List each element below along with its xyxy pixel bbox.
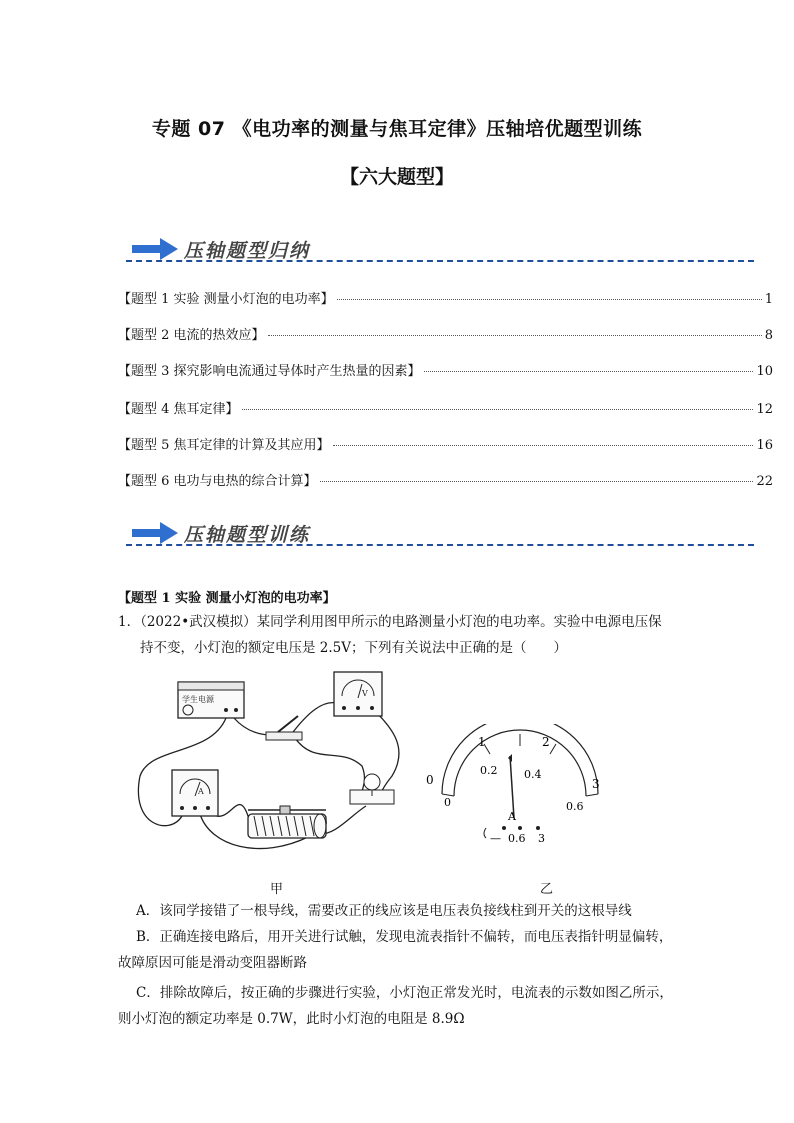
meter-tick-label: 0.4 xyxy=(524,768,542,781)
meter-terminal-label: 0.6 xyxy=(508,832,526,845)
section-heading: 【题型 1 实验 测量小灯泡的电功率】 xyxy=(118,591,336,606)
option-c-line1: C．排除故障后，按正确的步骤进行实验，小灯泡正常发光时，电流表的示数如图乙所示， xyxy=(136,985,673,1001)
toc-leader xyxy=(320,481,754,482)
toc-item-title: 【题型 3 探究影响电流通过导体时产生热量的因素】 xyxy=(118,364,421,379)
arrow-right-icon xyxy=(132,522,178,544)
figure-caption-left: 甲 xyxy=(270,882,284,897)
toc-item-page: 12 xyxy=(756,402,773,417)
voltmeter xyxy=(334,672,382,716)
meter-tick-label: 2 xyxy=(542,735,550,749)
toc-leader xyxy=(333,445,754,446)
circuit-figure xyxy=(130,666,430,874)
ammeter-label: A xyxy=(198,787,204,796)
toc-item-title: 【题型 2 电流的热效应】 xyxy=(118,328,265,343)
voltmeter-label: V xyxy=(362,689,368,698)
question-text-line: 1．（2022•武汉模拟）某同学利用图甲所示的电路测量小灯泡的电功率。实验中电源电压保 xyxy=(118,614,662,630)
toc-item-title: 【题型 4 焦耳定律】 xyxy=(118,402,239,417)
power-supply xyxy=(178,682,244,718)
arrow-right-icon xyxy=(132,238,178,260)
toc-item-page: 10 xyxy=(756,364,773,379)
toc-leader xyxy=(424,371,754,372)
meter-terminal-label: 3 xyxy=(538,832,545,845)
meter-tick-label: 3 xyxy=(592,777,600,791)
rheostat xyxy=(248,806,326,838)
banner-rule xyxy=(126,544,754,546)
banner-summary xyxy=(126,232,754,266)
figure-caption-right: 乙 xyxy=(540,882,554,897)
toc-item-page: 1 xyxy=(764,292,773,307)
toc-leader xyxy=(242,409,754,410)
meter-tick-label: 0.2 xyxy=(480,764,498,777)
toc-item-title: 【题型 6 电功与电热的综合计算】 xyxy=(118,474,317,489)
banner-summary-label: 压轴题型归纳 xyxy=(184,240,311,262)
toc-item[interactable] xyxy=(118,360,773,378)
banner-rule xyxy=(126,260,754,262)
option-a: A．该同学接错了一根导线，需要改正的线应该是电压表负接线柱到开关的这根导线 xyxy=(136,903,632,919)
meter-unit: A xyxy=(508,810,516,823)
toc-item[interactable] xyxy=(118,324,773,342)
option-b-line2: 故障原因可能是滑动变阻器断路 xyxy=(118,955,307,971)
toc-leader xyxy=(268,335,762,336)
meter-terminal-label: — xyxy=(490,832,501,845)
meter-tick-label: 0 xyxy=(426,773,434,787)
question-text-line: 持不变，小灯泡的额定电压是 2.5V；下列有关说法中正确的是（ ） xyxy=(140,640,568,656)
page-subtitle: 【六大题型】 xyxy=(339,166,454,188)
toc-leader xyxy=(337,299,762,300)
option-c-line2: 则小灯泡的额定功率是 0.7W，此时小灯泡的电阻是 8.9Ω xyxy=(118,1011,465,1027)
toc-item[interactable] xyxy=(118,288,773,306)
toc-item-title: 【题型 5 焦耳定律的计算及其应用】 xyxy=(118,438,330,453)
toc-item[interactable] xyxy=(118,398,773,416)
page-title: 专题 07 《电功率的测量与焦耳定律》压轴培优题型训练 xyxy=(151,118,643,140)
toc-item[interactable] xyxy=(118,434,773,452)
toc-item-page: 16 xyxy=(756,438,773,453)
meter-tick-label: 0.6 xyxy=(566,800,584,813)
toc-item-page: 8 xyxy=(764,328,773,343)
toc-item[interactable] xyxy=(118,470,773,488)
meter-needle xyxy=(510,756,514,818)
ammeter xyxy=(172,770,218,816)
toc-item-page: 22 xyxy=(756,474,773,489)
power-supply-label: 学生电源 xyxy=(182,695,214,704)
banner-training xyxy=(126,516,754,550)
meter-tick-label: 1 xyxy=(478,735,486,749)
meter-tick-label: 0 xyxy=(444,796,451,809)
light-bulb xyxy=(350,774,394,804)
toc-item-title: 【题型 1 实验 测量小灯泡的电功率】 xyxy=(118,292,334,307)
banner-training-label: 压轴题型训练 xyxy=(184,524,311,546)
ammeter-dial-figure xyxy=(420,724,620,864)
option-b-line1: B．正确连接电路后，用开关进行试触，发现电流表指针不偏转，而电压表指针明显偏转， xyxy=(136,929,673,945)
